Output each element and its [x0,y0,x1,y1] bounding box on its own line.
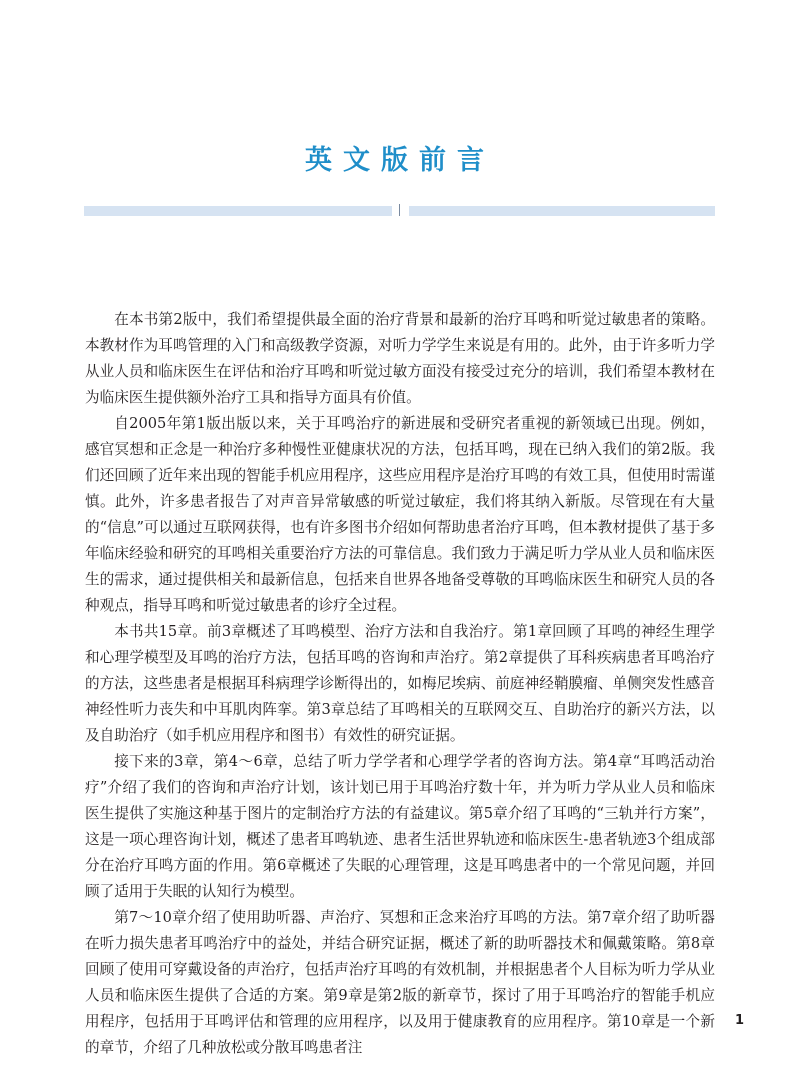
preface-body [85,307,715,1061]
paragraph: 第7～10章介绍了使用助听器、声治疗、冥想和正念来治疗耳鸣的方法。第7章介绍了助听器在听力损失患者耳鸣治疗中的益处，并结合研究证据，概述了新的助听器技术和佩戴策略。第8章回顾了使用可穿戴设备的声治疗，包括声治疗耳鸣的有效机制，并根据患者个人目标为听力学从业人员和临床医生提供了合适的方案。第9章是第2版的新章节，探讨了用于耳鸣治疗的智能手机应用程序，包括用于耳鸣评估和管理的应用程序，以及用于健康教育的应用程序。第10章是一个新的章节，介绍了几种放松或分散耳鸣患者注 [85,909,715,1056]
paragraph: 自2005年第1版出版以来，关于耳鸣治疗的新进展和受研究者重视的新领域已出现。例如，感官冥想和正念是一种治疗多种慢性亚健康状况的方法，包括耳鸣，现在已纳入我们的第2版。我们还回顾了近年来出现的智能手机应用程序，这些应用程序是治疗耳鸣的有效工具，但使用时需谨慎。此外，许多患者报告了对声音异常敏感的听觉过敏症，我们将其纳入新版。尽管现在有大量的“信息”可以通过互联网获得，也有许多图书介绍如何帮助患者治疗耳鸣，但本教材提供了基于多年临床经验和研究的耳鸣相关重要治疗方法的可靠信息。我们致力于满足听力学从业人员和临床医生的需求，通过提供相关和最新信息，包括来自世界各地备受尊敬的耳鸣临床医生和研究人员的各种观点，指导耳鸣和听觉过敏患者的诊疗全过程。 [85,415,715,614]
title-rule-divider [399,204,400,216]
title-rule-left [84,206,392,216]
paragraph: 在本书第2版中，我们希望提供最全面的治疗背景和最新的治疗耳鸣和听觉过敏患者的策略。本教材作为耳鸣管理的入门和高级教学资源，对听力学学生来说是有用的。此外，由于许多听力学从业人员和临床医生在评估和治疗耳鸣和听觉过敏方面没有接受过充分的培训，我们希望本教材在为临床医生提供额外治疗工具和指导方面具有价值。 [85,311,715,406]
page-title: 英文版前言 [305,145,495,176]
paragraph: 本书共15章。前3章概述了耳鸣模型、治疗方法和自我治疗。第1章回顾了耳鸣的神经生理学和心理学模型及耳鸣的治疗方法，包括耳鸣的咨询和声治疗。第2章提供了耳科疾病患者耳鸣治疗的方法，这些患者是根据耳科病理学诊断得出的，如梅尼埃病、前庭神经鞘膜瘤、单侧突发性感音神经性听力丧失和中耳肌肉阵挛。第3章总结了耳鸣相关的互联网交互、自助治疗的新兴方法，以及自助治疗（如手机应用程序和图书）有效性的研究证据。 [85,623,715,744]
title-rule-right [409,206,715,216]
page-number: 1 [735,1013,745,1028]
paragraph: 接下来的3章，第4～6章，总结了听力学学者和心理学学者的咨询方法。第4章“耳鸣活动治疗”介绍了我们的咨询和声治疗计划，该计划已用于耳鸣治疗数十年，并为听力学从业人员和临床医生提供了实施这种基于图片的定制治疗方法的有益建议。第5章介绍了耳鸣的“三轨并行方案”，这是一项心理咨询计划，概述了患者耳鸣轨迹、患者生活世界轨迹和临床医生-患者轨迹3个组成部分在治疗耳鸣方面的作用。第6章概述了失眠的心理管理，这是耳鸣患者中的一个常见问题，并回顾了适用于失眠的认知行为模型。 [85,753,715,900]
